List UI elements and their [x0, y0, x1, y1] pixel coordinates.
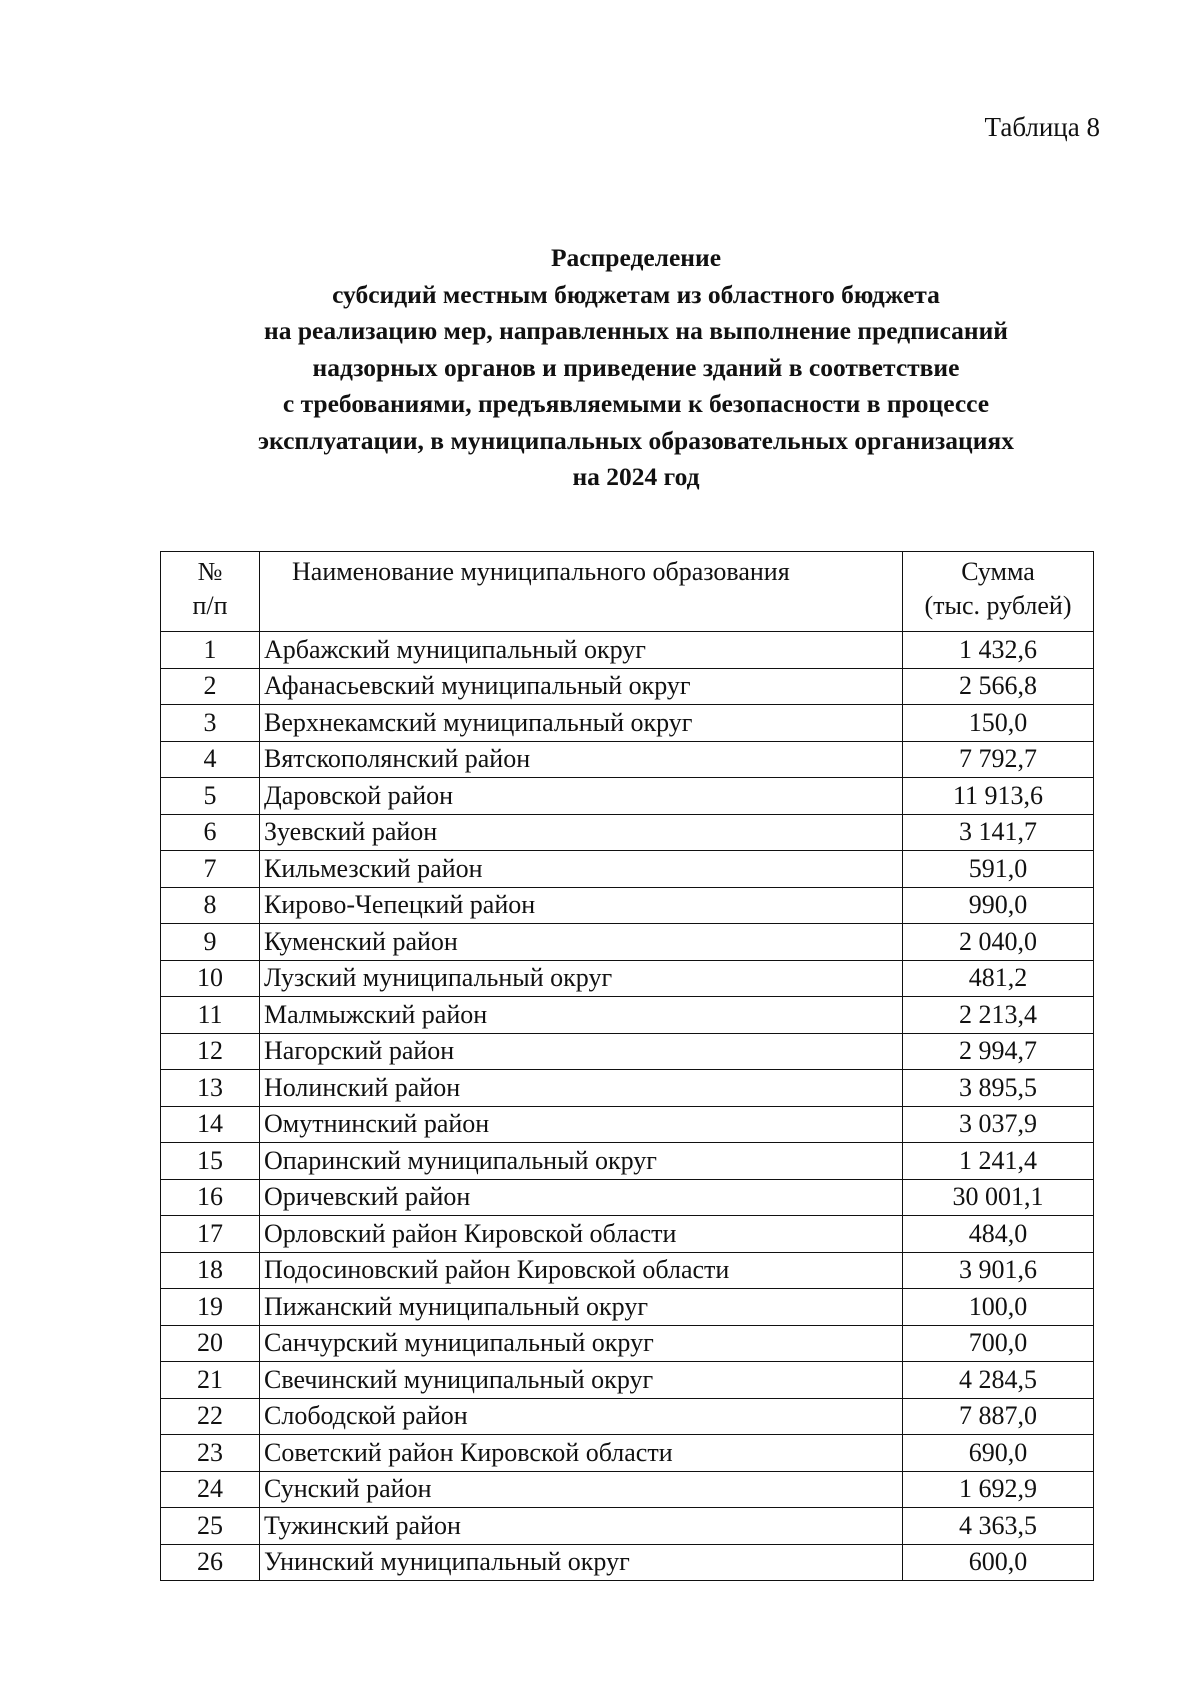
table-row	[161, 1289, 1094, 1326]
table-row	[161, 1471, 1094, 1508]
table-row	[161, 778, 1094, 815]
row-sum-cell: 591,0	[903, 851, 1094, 888]
row-sum-cell: 700,0	[903, 1325, 1094, 1362]
row-name-cell: Пижанский муниципальный округ	[260, 1289, 903, 1326]
row-number-cell: 13	[161, 1070, 260, 1107]
row-name-cell: Нолинский район	[260, 1070, 903, 1107]
table-row	[161, 1362, 1094, 1399]
row-name-cell: Тужинский район	[260, 1508, 903, 1545]
row-sum-cell: 4 363,5	[903, 1508, 1094, 1545]
row-name-cell: Свечинский муниципальный округ	[260, 1362, 903, 1399]
row-name-cell: Лузский муниципальный округ	[260, 960, 903, 997]
row-sum-cell: 1 692,9	[903, 1471, 1094, 1508]
table-row	[161, 741, 1094, 778]
row-number-cell: 7	[161, 851, 260, 888]
row-sum-cell: 7 792,7	[903, 741, 1094, 778]
row-sum-cell: 990,0	[903, 887, 1094, 924]
row-number-cell: 1	[161, 632, 260, 669]
row-name-cell: Малмыжский район	[260, 997, 903, 1034]
row-sum-cell: 30 001,1	[903, 1179, 1094, 1216]
row-name-cell: Зуевский район	[260, 814, 903, 851]
row-number-cell: 3	[161, 705, 260, 742]
row-name-cell: Подосиновский район Кировской области	[260, 1252, 903, 1289]
table-row	[161, 1216, 1094, 1253]
table-row	[161, 1544, 1094, 1581]
table-row	[161, 924, 1094, 961]
table-row	[161, 851, 1094, 888]
title-line: на реализацию мер, направленных на выполнение предписаний	[264, 316, 1008, 345]
row-number-cell: 16	[161, 1179, 260, 1216]
row-number-cell: 10	[161, 960, 260, 997]
table-number-label: Таблица 8	[984, 112, 1100, 142]
header-sum-line2: (тыс. рублей)	[924, 591, 1072, 620]
row-number-cell: 18	[161, 1252, 260, 1289]
row-number-cell: 23	[161, 1435, 260, 1472]
row-sum-cell: 2 994,7	[903, 1033, 1094, 1070]
subsidy-distribution-table	[160, 551, 1094, 1581]
table-row	[161, 1106, 1094, 1143]
row-sum-cell: 100,0	[903, 1289, 1094, 1326]
row-name-cell: Арбажский муниципальный округ	[260, 632, 903, 669]
row-number-cell: 17	[161, 1216, 260, 1253]
header-name: Наименование муниципального образования	[260, 552, 903, 632]
row-number-cell: 21	[161, 1362, 260, 1399]
table-row	[161, 1325, 1094, 1362]
row-number-cell: 12	[161, 1033, 260, 1070]
row-number-cell: 26	[161, 1544, 260, 1581]
table-row	[161, 1508, 1094, 1545]
row-name-cell: Кирово-Чепецкий район	[260, 887, 903, 924]
row-sum-cell: 150,0	[903, 705, 1094, 742]
row-number-cell: 25	[161, 1508, 260, 1545]
table-row	[161, 1033, 1094, 1070]
title-line: Распределение	[550, 243, 722, 272]
row-sum-cell: 3 901,6	[903, 1252, 1094, 1289]
title-line: надзорных органов и приведение зданий в соответствие	[312, 352, 960, 382]
row-sum-cell: 690,0	[903, 1435, 1094, 1472]
table-row	[161, 1143, 1094, 1180]
title-line: на 2024 год	[572, 462, 700, 491]
row-name-cell: Афанасьевский муниципальный округ	[260, 668, 903, 705]
row-number-cell: 8	[161, 887, 260, 924]
row-sum-cell: 11 913,6	[903, 778, 1094, 815]
row-name-cell: Верхнекамский муниципальный округ	[260, 705, 903, 742]
table-row	[161, 960, 1094, 997]
row-sum-cell: 3 037,9	[903, 1106, 1094, 1143]
row-number-cell: 4	[161, 741, 260, 778]
row-number-cell: 14	[161, 1106, 260, 1143]
row-sum-cell: 4 284,5	[903, 1362, 1094, 1399]
header-number-line1: №	[197, 557, 223, 586]
row-name-cell: Омутнинский район	[260, 1106, 903, 1143]
row-name-cell: Нагорский район	[260, 1033, 903, 1070]
row-name-cell: Оричевский район	[260, 1179, 903, 1216]
row-name-cell: Слободской район	[260, 1398, 903, 1435]
row-number-cell: 15	[161, 1143, 260, 1180]
row-sum-cell: 600,0	[903, 1544, 1094, 1581]
row-name-cell: Унинский муниципальный округ	[260, 1544, 903, 1581]
row-sum-cell: 1 241,4	[903, 1143, 1094, 1180]
table-row	[161, 1179, 1094, 1216]
table-row	[161, 1252, 1094, 1289]
table-row	[161, 705, 1094, 742]
row-name-cell: Санчурский муниципальный округ	[260, 1325, 903, 1362]
row-name-cell: Даровской район	[260, 778, 903, 815]
row-number-cell: 9	[161, 924, 260, 961]
row-sum-cell: 3 141,7	[903, 814, 1094, 851]
header-sum-line1: Сумма	[961, 557, 1035, 586]
row-number-cell: 24	[161, 1471, 260, 1508]
row-sum-cell: 2 566,8	[903, 668, 1094, 705]
document-title	[0, 240, 1200, 496]
row-name-cell: Орловский район Кировской области	[260, 1216, 903, 1253]
table-body	[161, 632, 1094, 1581]
row-sum-cell: 1 432,6	[903, 632, 1094, 669]
title-line: с требованиями, предъявляемыми к безопасности в процессе	[282, 389, 990, 418]
table-row	[161, 814, 1094, 851]
table-row	[161, 1435, 1094, 1472]
row-number-cell: 20	[161, 1325, 260, 1362]
row-number-cell: 6	[161, 814, 260, 851]
table-header-row	[161, 552, 1094, 632]
header-number-line2: п/п	[192, 591, 228, 620]
table-row	[161, 1070, 1094, 1107]
row-number-cell: 22	[161, 1398, 260, 1435]
row-sum-cell: 481,2	[903, 960, 1094, 997]
row-number-cell: 5	[161, 778, 260, 815]
row-sum-cell: 3 895,5	[903, 1070, 1094, 1107]
row-name-cell: Опаринский муниципальный округ	[260, 1143, 903, 1180]
table-row	[161, 1398, 1094, 1435]
row-name-cell: Советский район Кировской области	[260, 1435, 903, 1472]
table-row	[161, 887, 1094, 924]
header-sum	[903, 552, 1094, 632]
table-row	[161, 997, 1094, 1034]
table-row	[161, 632, 1094, 669]
row-number-cell: 19	[161, 1289, 260, 1326]
row-name-cell: Кильмезский район	[260, 851, 903, 888]
row-sum-cell: 7 887,0	[903, 1398, 1094, 1435]
row-name-cell: Куменский район	[260, 924, 903, 961]
row-number-cell: 11	[161, 997, 260, 1034]
row-name-cell: Вятскополянский район	[260, 741, 903, 778]
table-row	[161, 668, 1094, 705]
header-number	[161, 552, 260, 632]
row-number-cell: 2	[161, 668, 260, 705]
row-sum-cell: 484,0	[903, 1216, 1094, 1253]
row-name-cell: Сунский район	[260, 1471, 903, 1508]
row-sum-cell: 2 040,0	[903, 924, 1094, 961]
row-sum-cell: 2 213,4	[903, 997, 1094, 1034]
title-line: субсидий местным бюджетам из областного бюджета	[332, 279, 940, 309]
title-line: эксплуатации, в муниципальных образовательных организациях	[258, 425, 1014, 455]
